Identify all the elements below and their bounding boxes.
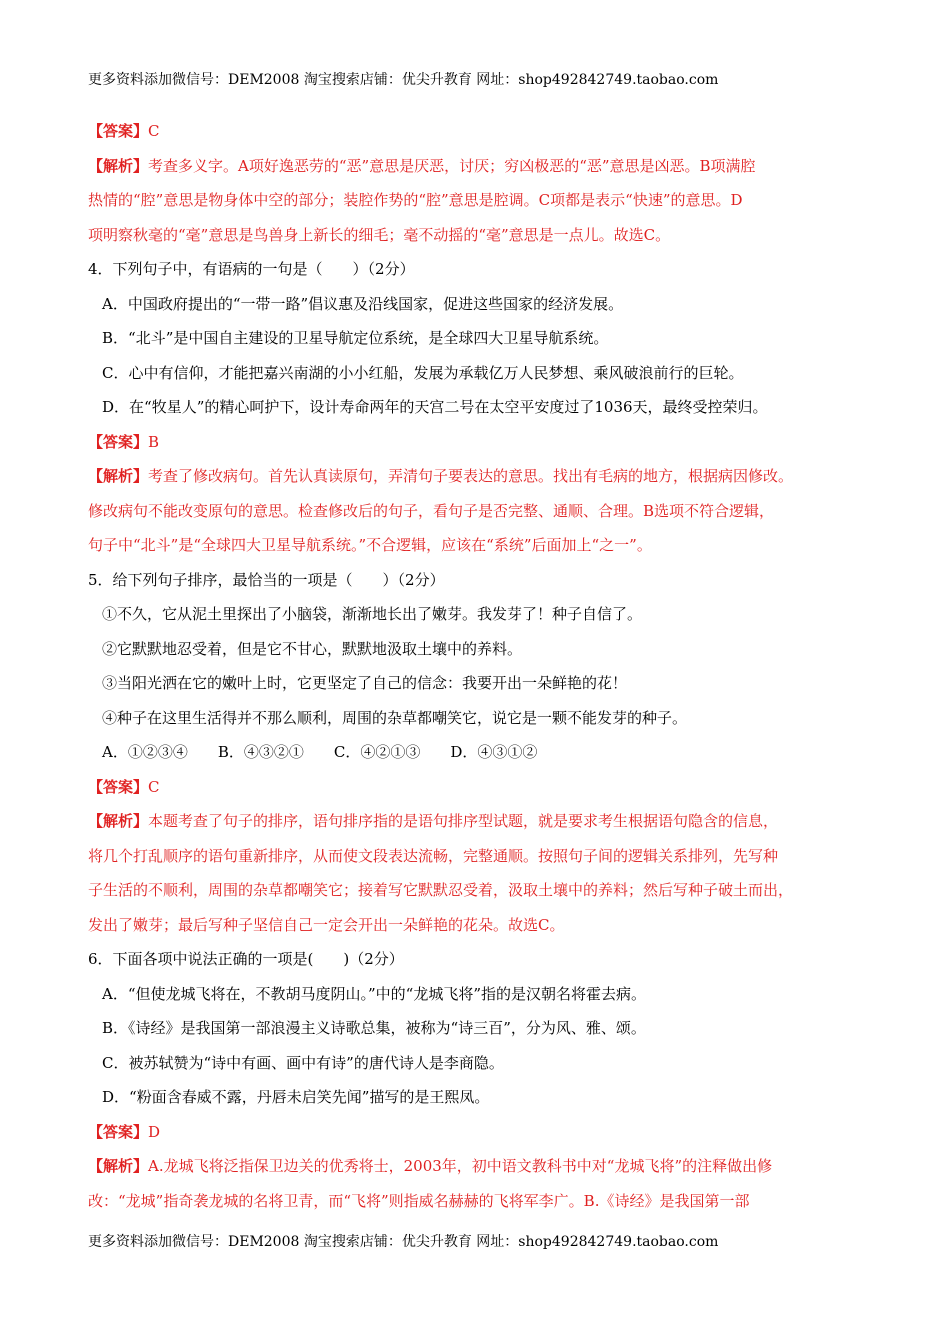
q5-explain-line: 【解析】本题考查了句子的排序，语句排序指的是语句排序型试题，就是要求考生根据语句隐含的信息，	[88, 812, 779, 830]
q5-option-c: C．④②①③	[333, 743, 421, 761]
q5-sentence-2: ②它默默地忍受着，但是它不甘心，默默地汲取土壤中的养料。	[102, 639, 523, 658]
q4-option-a: A．中国政府提出的“一带一路”倡议惠及沿线国家，促进这些国家的经济发展。	[102, 294, 624, 313]
q4-option-c: C．心中有信仰，才能把嘉兴南湖的小小红船，发展为承载亿万人民梦想、乘风破浪前行的巨轮。	[102, 363, 744, 382]
q6-option-d: D．“粉面含春威不露，丹唇未启笑先闻”描写的是王熙凤。	[102, 1088, 490, 1106]
q5-options	[88, 735, 868, 770]
q5-explain-line: 子生活的不顺利，周围的杂草都嘲笑它；接着写它默默忍受着，汲取土壤中的养料；然后写种子破土而出，	[88, 881, 794, 899]
q5-option-b: B．④③②①	[217, 743, 304, 761]
q3-explain-line: 【解析】考查多义字。A项好逸恶劳的“恶”意思是厌恶，讨厌；穷凶极恶的“恶”意思是凶恶。B项满腔	[88, 156, 756, 175]
q5-answer: 【答案】C	[88, 777, 160, 796]
q6-option-b: B．《诗经》是我国第一部浪漫主义诗歌总集，被称为“诗三百”，分为风、雅、颂。	[102, 1019, 646, 1037]
q4-option-d: D．在“牧星人”的精心呵护下，设计寿命两年的天宫二号在太空平安度过了1036天，最终受控荣归。	[102, 398, 768, 416]
q3-explain-line: 项明察秋毫的“毫”意思是鸟兽身上新长的细毛；毫不动摇的“毫”意思是一点儿。故选C。	[88, 225, 671, 244]
q6-option-a: A．“但使龙城飞将在，不教胡马度阴山。”中的“龙城飞将”指的是汉朝名将霍去病。	[102, 984, 647, 1003]
q4-option-b: B．“北斗”是中国自主建设的卫星导航定位系统，是全球四大卫星导航系统。	[102, 329, 609, 347]
q6-explain-line: 改：“龙城”指奇袭龙城的名将卫青，而“飞将”则指威名赫赫的飞将军李广。B.《诗经》是我国第一部	[88, 1191, 750, 1210]
q5-sentence-1: ①不久，它从泥土里探出了小脑袋，渐渐地长出了嫩芽。我发芽了！种子自信了。	[102, 605, 643, 623]
document-body	[88, 114, 868, 1218]
q5-option-a: A．①②③④	[102, 743, 188, 761]
q6-answer: 【答案】D	[88, 1122, 161, 1141]
q5-option-d: D．④③①②	[450, 743, 538, 761]
q5-explain-line: 将几个打乱顺序的语句重新排序，从而使文段表达流畅，完整通顺。按照句子间的逻辑关系排列，先写种	[88, 846, 779, 865]
q4-stem: 4．下列句子中，有语病的一句是（ ）（2分）	[88, 260, 415, 278]
q5-sentence-3: ③当阳光洒在它的嫩叶上时，它更坚定了自己的信念：我要开出一朵鲜艳的花！	[102, 674, 628, 692]
q6-option-c: C．被苏轼赞为“诗中有画、画中有诗”的唐代诗人是李商隐。	[102, 1053, 504, 1072]
q3-answer: 【答案】C	[88, 122, 160, 140]
q4-answer: 【答案】B	[88, 432, 160, 451]
page-footer: 更多资料添加微信号：DEM2008 淘宝搜索店铺：优尖升教育 网址：shop492842749.taobao.com	[88, 1234, 719, 1250]
q4-explain-line: 修改病句不能改变原句的意思。检查修改后的句子，看句子是否完整、通顺、合理。B选项不符合逻辑，	[88, 501, 775, 520]
q4-explain-line: 句子中“北斗”是“全球四大卫星导航系统。”不合逻辑，应该在“系统”后面加上“之一”。	[88, 536, 652, 554]
page-header: 更多资料添加微信号：DEM2008 淘宝搜索店铺：优尖升教育 网址：shop492842749.taobao.com	[88, 72, 719, 88]
q5-sentence-4: ④种子在这里生活得并不那么顺利，周围的杂草都嘲笑它，说它是一颗不能发芽的种子。	[102, 708, 688, 727]
q4-explain-line: 【解析】考查了修改病句。首先认真读原句，弄清句子要表达的意思。找出有毛病的地方，根据病因修改。	[88, 467, 794, 485]
q5-stem: 5．给下列句子排序，最恰当的一项是（ ）（2分）	[88, 570, 445, 589]
q3-explain-line: 热情的“腔”意思是物身体中空的部分；装腔作势的“腔”意思是腔调。C项都是表示“快速”的意思。D	[88, 191, 743, 209]
q6-explain-line: 【解析】A.龙城飞将泛指保卫边关的优秀将士，2003年，初中语文教科书中对“龙城飞将”的注释做出修	[88, 1157, 773, 1175]
q5-explain-line: 发出了嫩芽；最后写种子坚信自己一定会开出一朵鲜艳的花朵。故选C。	[88, 915, 565, 934]
q6-stem: 6．下面各项中说法正确的一项是( )（2分）	[88, 950, 404, 968]
